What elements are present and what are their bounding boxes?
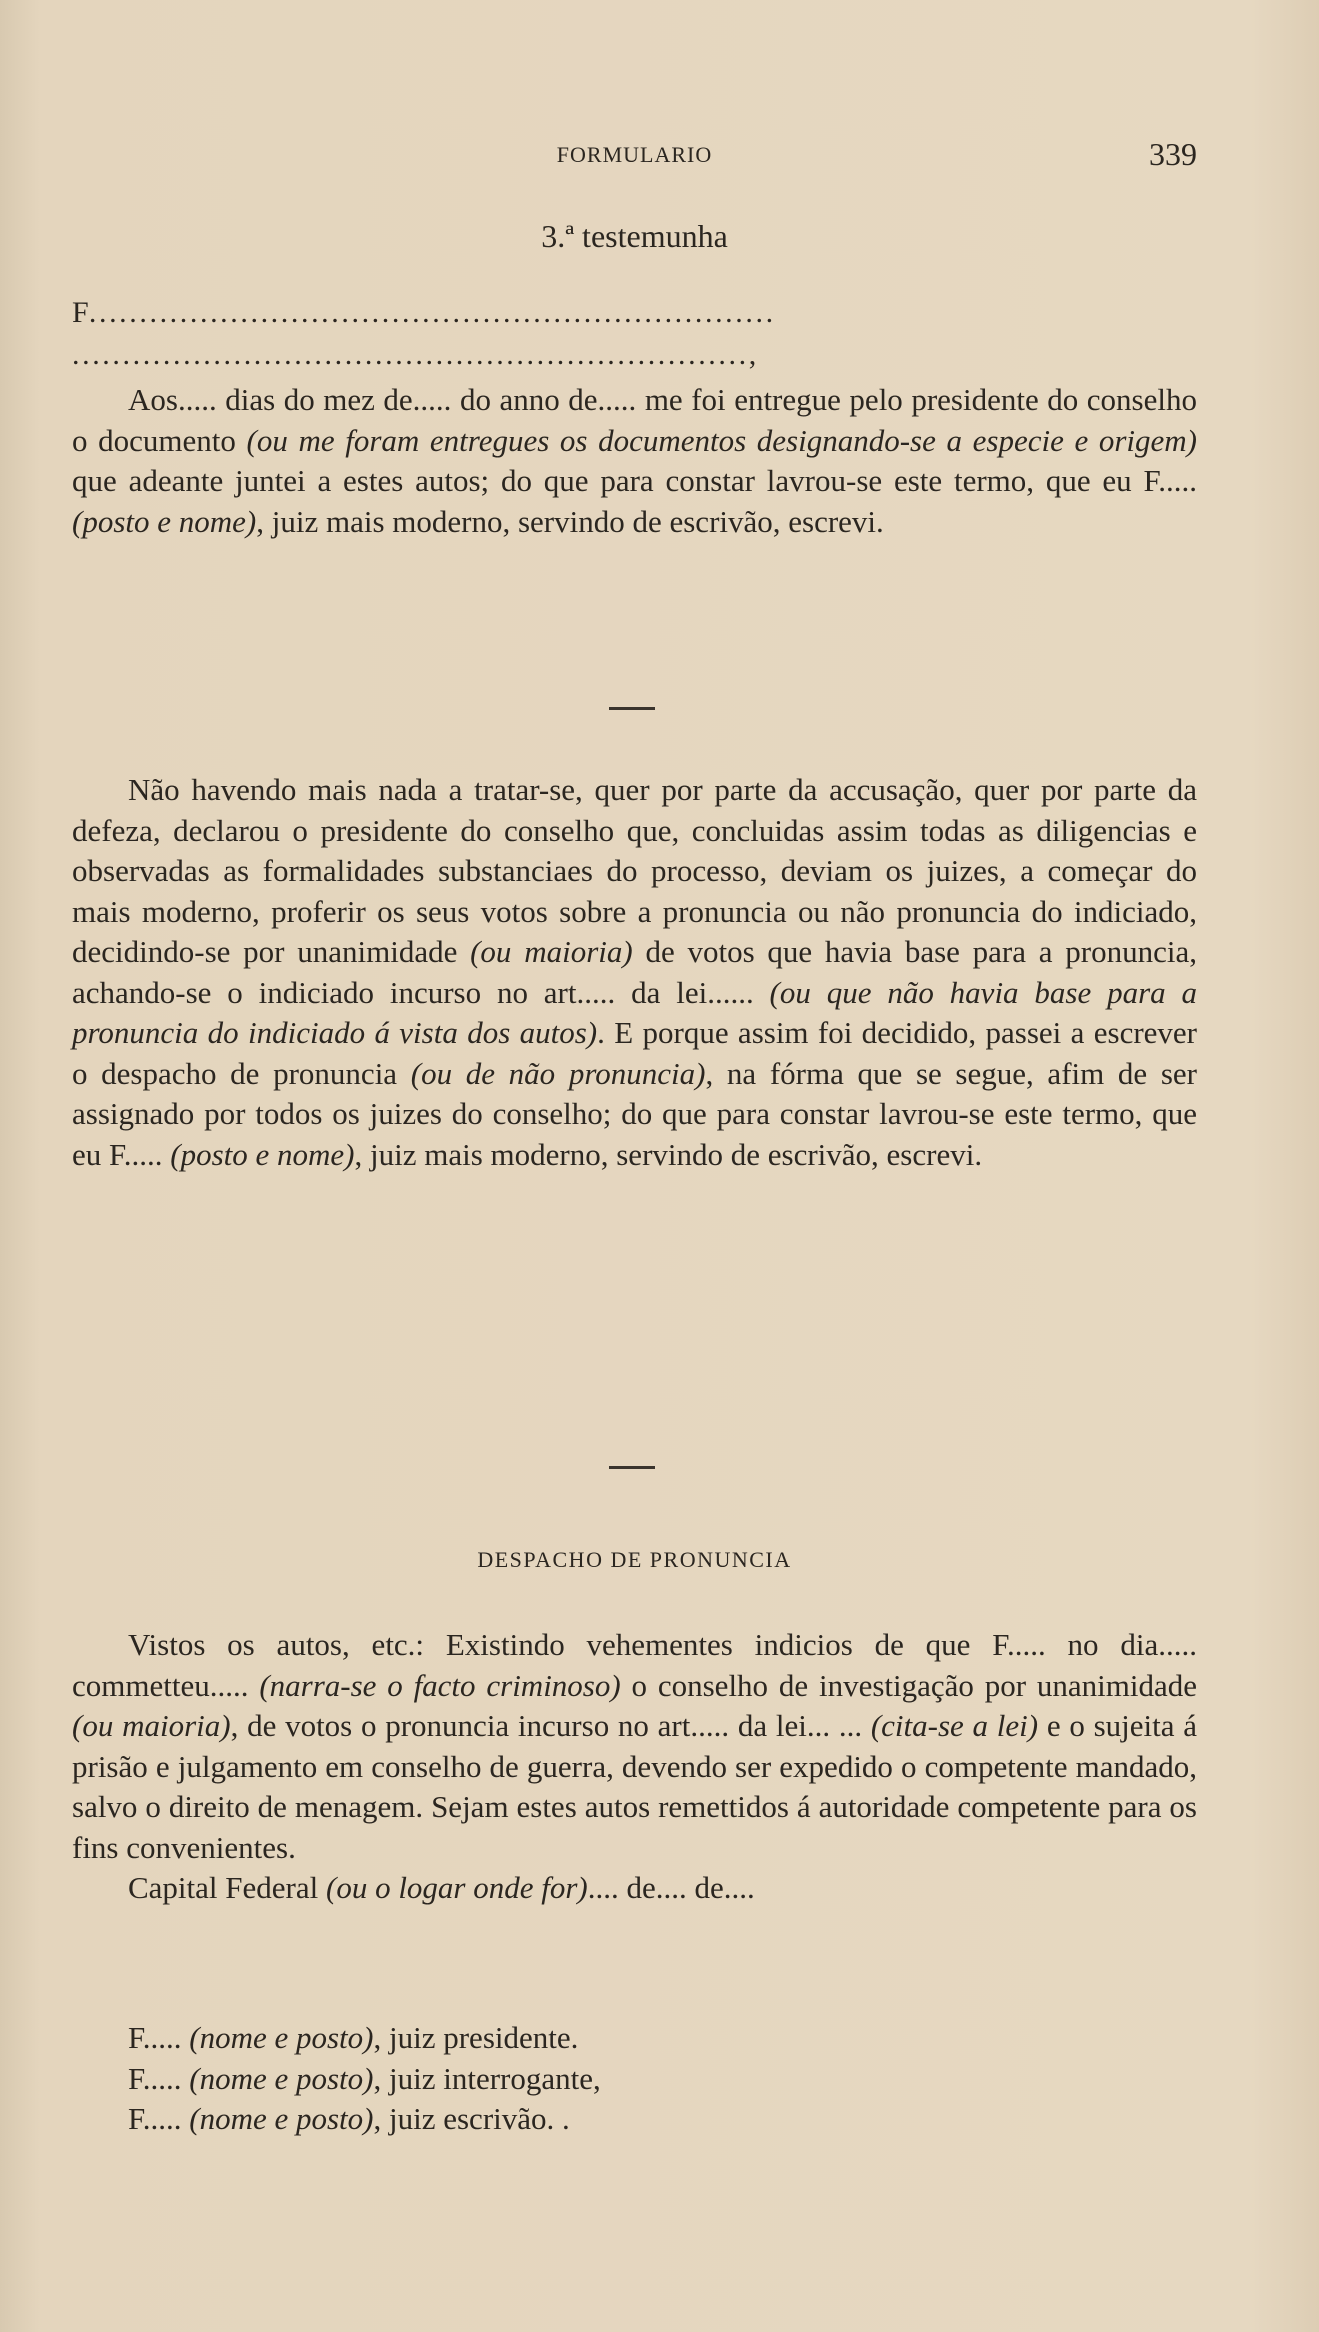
text: Não havendo mais nada a tratar-se, quer por parte da accusação, quer por parte da defeza, declarou o presidente do conselho que, concluidas assim todas as diligencias e observadas as formalidades substanciaes do processo, deviam os juizes, a começar do mais moderno, proferir os seus votos sobre a pronuncia ou não pronuncia do indiciado, decidindo-se por unanimidade — [72, 772, 1197, 969]
italic-note: (ou que não havia base para a pronuncia do indiciado á vista dos autos) — [72, 974, 1197, 1050]
italic-note: (narra-se o facto criminoso) — [259, 1667, 621, 1703]
italic-note: (ou me foram entregues os documentos designando-se a especie e origem) — [246, 422, 1197, 458]
paragraph-council-declaration — [72, 770, 1197, 1175]
italic-note: (ou de não pronuncia) — [410, 1055, 706, 1091]
text: o conselho de investigação por unanimidade — [620, 1667, 1197, 1703]
signature-role: , juiz presidente. — [373, 2020, 579, 2055]
paragraph-delivery-term — [72, 380, 1197, 542]
signature-role: , juiz escrivão. . — [373, 2101, 570, 2136]
text: Vistos os autos, etc.: Existindo vehementes indicios de que F..... no dia..... commetteu..... — [72, 1627, 1197, 1703]
text: de votos que havia base para a pronuncia, achando-se o indiciado incurso no art..... da lei...... — [72, 934, 1197, 1010]
text: , juiz mais moderno, servindo de escrivão, escrevi. — [354, 1136, 983, 1172]
witness-title: 3.ª testemunha — [541, 218, 728, 254]
signature-block — [128, 2018, 601, 2140]
italic-note: (ou o logar onde for) — [326, 1870, 588, 1905]
text: .... de.... de.... — [587, 1870, 755, 1905]
italic-note: (posto e nome) — [170, 1136, 355, 1172]
italic-note: (cita-se a lei) — [870, 1708, 1039, 1743]
section-divider — [609, 707, 655, 710]
text: . E porque assim foi decidido, passei a escrever o despacho de pronuncia — [72, 1015, 1197, 1091]
signature-prefix: F..... — [128, 2101, 190, 2136]
signature-line — [128, 2059, 601, 2100]
italic-note: (posto e nome) — [72, 503, 257, 539]
text: , na fórma que se segue, afim de ser assignado por todos os juizes do conselho; do que para constar lavrou-se este termo, que eu F..... — [72, 1055, 1197, 1172]
text: e o sujeita á prisão e julgamento em conselho de guerra, devendo ser expedido o competente mandado, salvo o direito de menagem. Sejam estes autos remettidos á autoridade competente para os fins convenientes. — [72, 1708, 1198, 1865]
section-heading: DESPACHO DE PRONUNCIA — [477, 1547, 792, 1572]
text: que adeante juntei a estes autos; do que para constar lavrou-se este termo, que eu F..... — [72, 463, 1197, 498]
italic-note: (ou maioria) — [72, 1708, 231, 1743]
italic-note: (nome e posto) — [189, 2060, 374, 2096]
text: Aos..... dias do mez de..... do anno de..... me foi entregue pelo presidente do conselho o documento — [72, 382, 1197, 458]
signature-prefix: F..... — [128, 2060, 190, 2096]
fill-line-1: F.................................................................... — [72, 296, 776, 329]
running-head — [72, 136, 1197, 176]
signature-line — [128, 2099, 601, 2140]
text: Capital Federal — [128, 1870, 326, 1905]
running-title: FORMULARIO — [556, 142, 713, 167]
signature-line — [128, 2018, 601, 2059]
italic-note: (ou maioria) — [470, 934, 633, 969]
text: , juiz mais moderno, servindo de escrivão, escrevi. — [256, 503, 884, 539]
paragraph-pronuncia-order — [72, 1625, 1197, 1909]
italic-note: (nome e posto) — [189, 2020, 374, 2055]
page-number: 339 — [1149, 136, 1197, 172]
signature-role: , juiz interrogante, — [373, 2060, 601, 2096]
section-divider — [609, 1466, 655, 1469]
italic-note: (nome e posto) — [189, 2101, 374, 2136]
text: , de votos o pronuncia incurso no art..... da lei... ... — [230, 1708, 871, 1743]
fill-line-2: ..................................................................., — [72, 338, 759, 371]
signature-prefix: F..... — [128, 2020, 190, 2055]
